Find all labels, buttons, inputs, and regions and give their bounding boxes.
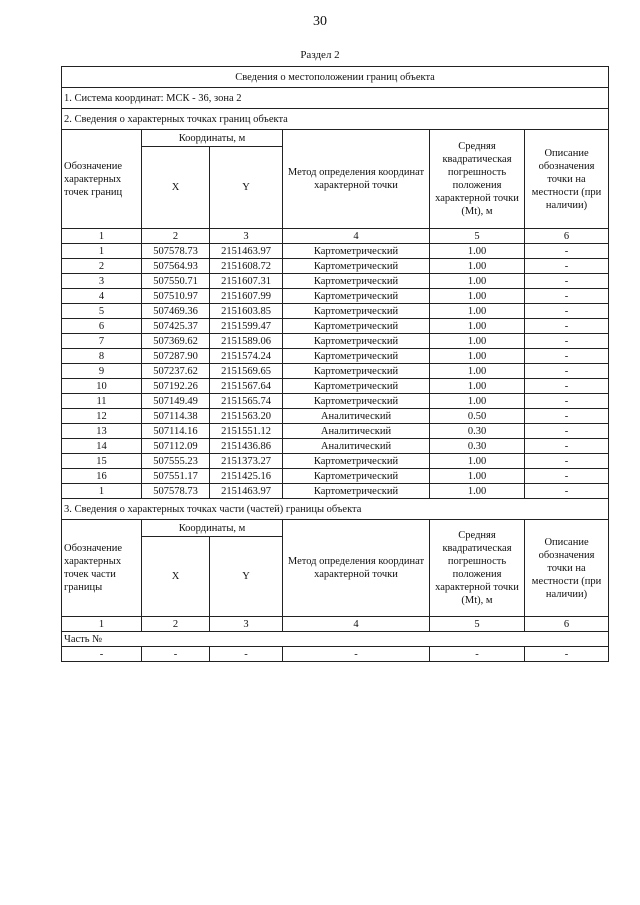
- mean-error-cell: 1.00: [430, 484, 525, 499]
- coord-x-cell: 507564.93: [142, 259, 210, 274]
- coord-y-cell: 2151563.20: [210, 409, 283, 424]
- coord-y-cell: 2151603.85: [210, 304, 283, 319]
- mean-error-cell: 1.00: [430, 394, 525, 409]
- table-row: [62, 409, 609, 424]
- mean-error-cell: 1.00: [430, 244, 525, 259]
- description-cell: -: [525, 334, 609, 349]
- mean-error-cell: 1.00: [430, 349, 525, 364]
- coord-x-cell: 507425.37: [142, 319, 210, 334]
- method-cell: Картометрический: [283, 259, 430, 274]
- point-number-cell: 2: [62, 259, 142, 274]
- mean-error-cell: 1.00: [430, 289, 525, 304]
- table-cell: -: [210, 647, 283, 662]
- description-cell: -: [525, 244, 609, 259]
- header-x: X: [142, 147, 210, 229]
- column-number: 2: [142, 229, 210, 244]
- table-row: [62, 289, 609, 304]
- table-row: [62, 394, 609, 409]
- description-cell: -: [525, 394, 609, 409]
- coord-x-cell: 507149.49: [142, 394, 210, 409]
- mean-error-cell: 0.50: [430, 409, 525, 424]
- table-row: [62, 349, 609, 364]
- method-cell: Картометрический: [283, 394, 430, 409]
- point-number-cell: 12: [62, 409, 142, 424]
- coord-x-cell: 507551.17: [142, 469, 210, 484]
- table-row: [62, 424, 609, 439]
- point-number-cell: 7: [62, 334, 142, 349]
- coord-x-cell: 507112.09: [142, 439, 210, 454]
- point-number-cell: 14: [62, 439, 142, 454]
- mean-error-cell: 1.00: [430, 454, 525, 469]
- table-row: [62, 304, 609, 319]
- mean-error-cell: 1.00: [430, 319, 525, 334]
- coord-x-cell: 507469.36: [142, 304, 210, 319]
- header-description: Описание обозначения точки на местности (при наличии): [525, 130, 609, 229]
- description-cell: -: [525, 469, 609, 484]
- coord-x-cell: 507578.73: [142, 244, 210, 259]
- mean-error-cell: 1.00: [430, 379, 525, 394]
- section-label: Раздел 2: [300, 49, 340, 61]
- table-row: [62, 379, 609, 394]
- point-number-cell: 8: [62, 349, 142, 364]
- method-cell: Картометрический: [283, 484, 430, 499]
- header-method: Метод определения координат характерной точки: [283, 130, 430, 229]
- mean-error-cell: 0.30: [430, 424, 525, 439]
- header-coordinates: Координаты, м: [142, 130, 283, 147]
- mean-error-cell: 1.00: [430, 304, 525, 319]
- page-number: 30: [313, 14, 327, 29]
- method-cell: Картометрический: [283, 379, 430, 394]
- coord-y-cell: 2151574.24: [210, 349, 283, 364]
- column-number: 5: [430, 617, 525, 632]
- parts-section-title: 3. Сведения о характерных точках части (частей) границы объекта: [62, 499, 609, 520]
- table-row: [62, 469, 609, 484]
- description-cell: -: [525, 274, 609, 289]
- table-cell: -: [430, 647, 525, 662]
- coord-x-cell: 507114.38: [142, 409, 210, 424]
- mean-error-cell: 1.00: [430, 469, 525, 484]
- mean-error-cell: 1.00: [430, 274, 525, 289]
- column-number: 4: [283, 617, 430, 632]
- coord-y-cell: 2151589.06: [210, 334, 283, 349]
- table-row: [62, 334, 609, 349]
- description-cell: -: [525, 379, 609, 394]
- description-cell: -: [525, 409, 609, 424]
- column-number: 3: [210, 229, 283, 244]
- table-cell: -: [283, 647, 430, 662]
- point-number-cell: 10: [62, 379, 142, 394]
- column-number: 1: [62, 617, 142, 632]
- method-cell: Картометрический: [283, 334, 430, 349]
- description-cell: -: [525, 304, 609, 319]
- table-row: [62, 274, 609, 289]
- column-number: 5: [430, 229, 525, 244]
- point-number-cell: 5: [62, 304, 142, 319]
- method-cell: Картометрический: [283, 244, 430, 259]
- coord-y-cell: 2151569.65: [210, 364, 283, 379]
- method-cell: Картометрический: [283, 364, 430, 379]
- part-empty-row: [62, 647, 609, 662]
- point-number-cell: 1: [62, 484, 142, 499]
- header-point-designation-part: Обозначение характерных точек части границы: [62, 520, 142, 617]
- table-row: [62, 454, 609, 469]
- coord-y-cell: 2151436.86: [210, 439, 283, 454]
- column-number: 3: [210, 617, 283, 632]
- boundary-table: [61, 66, 609, 662]
- mean-error-cell: 0.30: [430, 439, 525, 454]
- coord-y-cell: 2151373.27: [210, 454, 283, 469]
- table-row: [62, 439, 609, 454]
- mean-error-cell: 1.00: [430, 259, 525, 274]
- description-cell: -: [525, 289, 609, 304]
- coord-x-cell: 507578.73: [142, 484, 210, 499]
- part-label: Часть №: [62, 632, 609, 647]
- point-number-cell: 6: [62, 319, 142, 334]
- method-cell: Аналитический: [283, 439, 430, 454]
- point-number-cell: 13: [62, 424, 142, 439]
- method-cell: Картометрический: [283, 454, 430, 469]
- table-row: [62, 319, 609, 334]
- description-cell: -: [525, 364, 609, 379]
- table-title: Сведения о местоположении границ объекта: [62, 67, 609, 88]
- description-cell: -: [525, 439, 609, 454]
- coord-x-cell: 507510.97: [142, 289, 210, 304]
- description-cell: -: [525, 319, 609, 334]
- coord-x-cell: 507114.16: [142, 424, 210, 439]
- description-cell: -: [525, 424, 609, 439]
- header-y-part: Y: [210, 537, 283, 617]
- table-row: [62, 364, 609, 379]
- point-number-cell: 9: [62, 364, 142, 379]
- description-cell: -: [525, 454, 609, 469]
- coord-x-cell: 507369.62: [142, 334, 210, 349]
- description-cell: -: [525, 259, 609, 274]
- method-cell: Картометрический: [283, 289, 430, 304]
- coord-y-cell: 2151567.64: [210, 379, 283, 394]
- coord-x-cell: 507287.90: [142, 349, 210, 364]
- method-cell: Картометрический: [283, 319, 430, 334]
- column-number: 2: [142, 617, 210, 632]
- coord-y-cell: 2151463.97: [210, 244, 283, 259]
- table-row: [62, 484, 609, 499]
- column-number-row: [62, 229, 609, 244]
- description-cell: -: [525, 349, 609, 364]
- header-error-part: Средняя квадратическая погрешность положения характерной точки (Mt), м: [430, 520, 525, 617]
- coord-y-cell: 2151599.47: [210, 319, 283, 334]
- coord-y-cell: 2151551.12: [210, 424, 283, 439]
- coord-x-cell: 507237.62: [142, 364, 210, 379]
- mean-error-cell: 1.00: [430, 334, 525, 349]
- coord-y-cell: 2151463.97: [210, 484, 283, 499]
- point-number-cell: 1: [62, 244, 142, 259]
- coord-x-cell: 507555.23: [142, 454, 210, 469]
- coord-y-cell: 2151608.72: [210, 259, 283, 274]
- method-cell: Картометрический: [283, 349, 430, 364]
- mean-error-cell: 1.00: [430, 364, 525, 379]
- description-cell: -: [525, 484, 609, 499]
- table-cell: -: [525, 647, 609, 662]
- table-cell: -: [142, 647, 210, 662]
- header-x-part: X: [142, 537, 210, 617]
- table-cell: -: [62, 647, 142, 662]
- coord-y-cell: 2151425.16: [210, 469, 283, 484]
- table-row: [62, 244, 609, 259]
- header-description-part: Описание обозначения точки на местности (при наличии): [525, 520, 609, 617]
- header-y: Y: [210, 147, 283, 229]
- method-cell: Картометрический: [283, 304, 430, 319]
- method-cell: Картометрический: [283, 469, 430, 484]
- coord-y-cell: 2151607.99: [210, 289, 283, 304]
- point-number-cell: 16: [62, 469, 142, 484]
- column-number: 6: [525, 229, 609, 244]
- point-number-cell: 4: [62, 289, 142, 304]
- header-error: Средняя квадратическая погрешность положения характерной точки (Mt), м: [430, 130, 525, 229]
- coord-x-cell: 507192.26: [142, 379, 210, 394]
- method-cell: Картометрический: [283, 274, 430, 289]
- column-number-row-part: [62, 617, 609, 632]
- point-number-cell: 3: [62, 274, 142, 289]
- column-number: 4: [283, 229, 430, 244]
- column-number: 1: [62, 229, 142, 244]
- column-number: 6: [525, 617, 609, 632]
- header-point-designation: Обозначение характерных точек границ: [62, 130, 142, 229]
- coordinate-system: 1. Система координат: МСК - 36, зона 2: [62, 88, 609, 109]
- header-coordinates-part: Координаты, м: [142, 520, 283, 537]
- table-row: [62, 259, 609, 274]
- point-number-cell: 15: [62, 454, 142, 469]
- coord-y-cell: 2151565.74: [210, 394, 283, 409]
- header-method-part: Метод определения координат характерной точки: [283, 520, 430, 617]
- points-section-title: 2. Сведения о характерных точках границ объекта: [62, 109, 609, 130]
- point-number-cell: 11: [62, 394, 142, 409]
- coord-y-cell: 2151607.31: [210, 274, 283, 289]
- coord-x-cell: 507550.71: [142, 274, 210, 289]
- method-cell: Аналитический: [283, 409, 430, 424]
- method-cell: Аналитический: [283, 424, 430, 439]
